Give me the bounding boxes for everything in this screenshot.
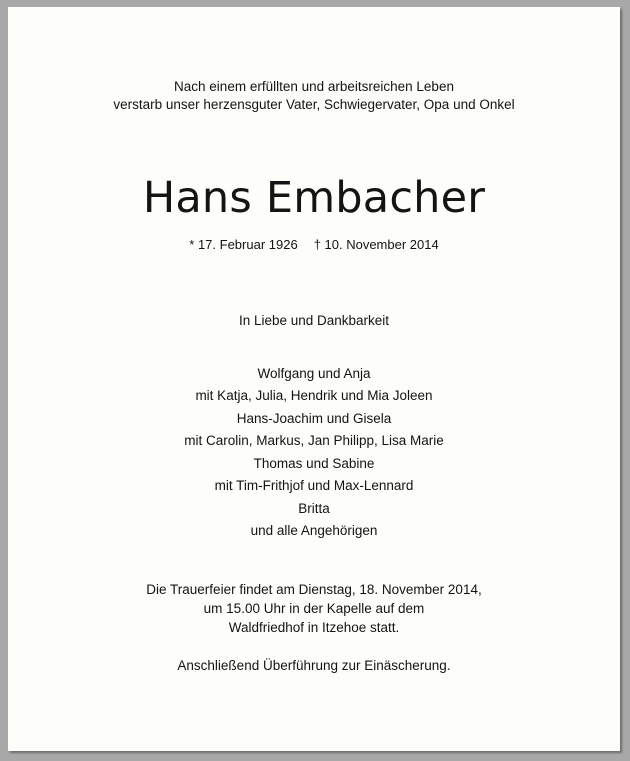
death-date: † 10. November 2014 (313, 237, 439, 252)
mourner-line: und alle Angehörigen (250, 523, 378, 538)
mourner-line: Britta (298, 501, 330, 516)
service-line-2: um 15.00 Uhr in der Kapelle auf dem (203, 601, 425, 616)
service-line-3: Waldfriedhof in Itzehoe statt. (228, 620, 400, 635)
mourner-line: mit Katja, Julia, Hendrik und Mia Joleen (195, 388, 433, 403)
mourner-line: Hans-Joachim und Gisela (236, 411, 392, 426)
mourner-line: Thomas und Sabine (253, 456, 375, 471)
mourner-line: mit Tim-Frithjof und Max-Lennard (214, 478, 414, 493)
service-line-1: Die Trauerfeier findet am Dienstag, 18. November 2014, (146, 582, 482, 597)
birth-date: * 17. Februar 1926 (189, 237, 298, 252)
dedication: In Liebe und Dankbarkeit (238, 313, 390, 328)
life-dates (8, 237, 620, 252)
obituary-notice (8, 7, 620, 751)
closing-note: Anschließend Überführung zur Einäscherung. (177, 658, 451, 673)
mourner-line: mit Carolin, Markus, Jan Philipp, Lisa Marie (184, 433, 444, 448)
intro-line-1: Nach einem erfüllten und arbeitsreichen Leben (174, 79, 454, 94)
intro-line-2: verstarb unser herzensguter Vater, Schwiegervater, Opa und Onkel (113, 97, 515, 112)
deceased-name: Hans Embacher (142, 173, 486, 223)
mourner-line: Wolfgang und Anja (257, 366, 371, 381)
